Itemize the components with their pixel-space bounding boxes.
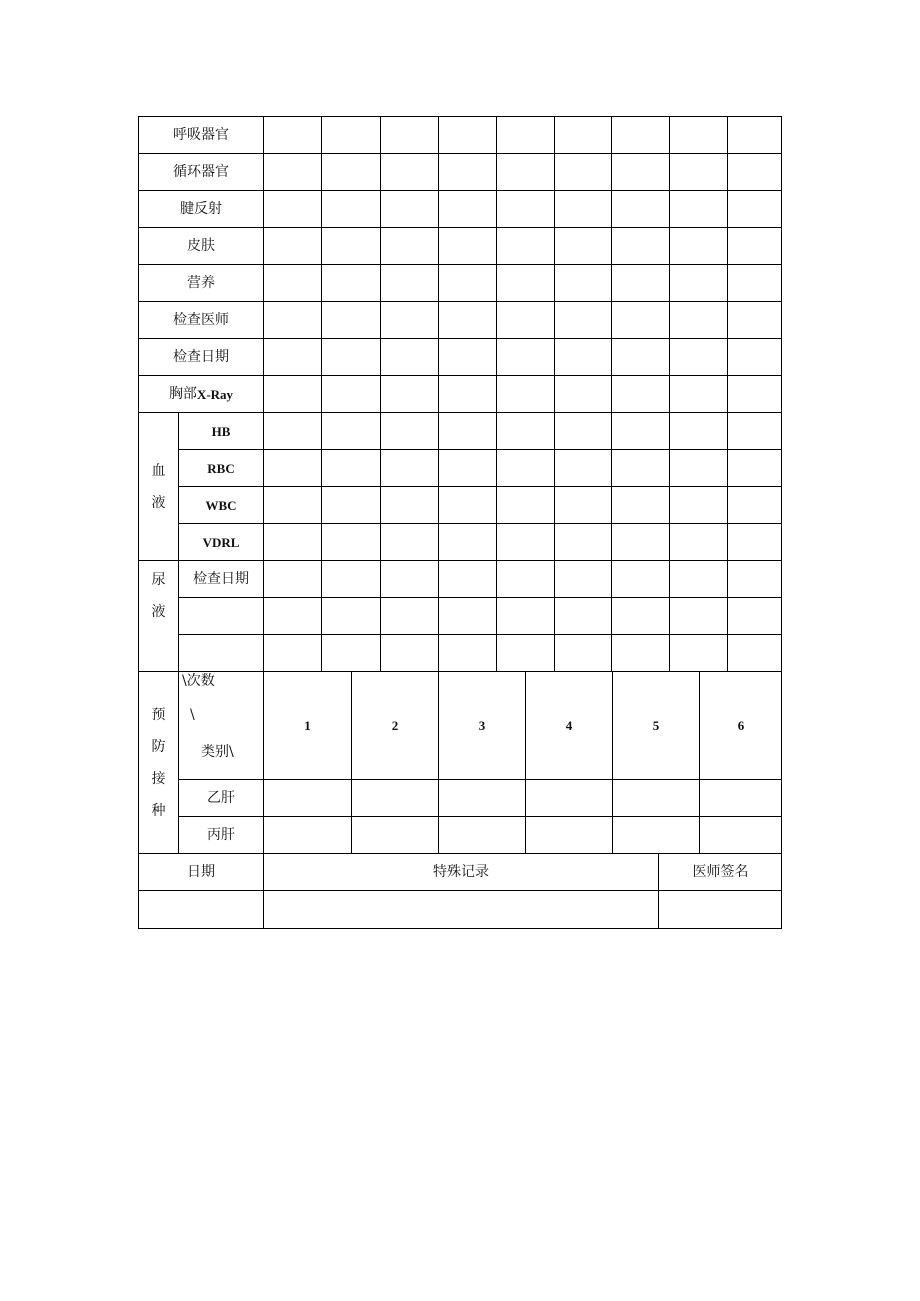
data-entry-cell[interactable] [497,413,555,450]
data-entry-cell[interactable] [264,302,322,339]
data-entry-cell[interactable] [670,302,728,339]
data-entry-cell[interactable] [264,635,322,672]
data-entry-cell[interactable] [728,524,782,561]
vaccine-type-label: 丙肝 [179,817,264,854]
data-entry-cell[interactable] [497,524,555,561]
dose-number: 6 [700,672,782,780]
footer-doctor-label: 医师签名 [659,854,782,891]
data-entry-cell[interactable] [670,635,728,672]
data-entry-cell[interactable] [728,635,782,672]
data-entry-cell[interactable] [497,191,555,228]
urine-char: 液 [151,604,166,620]
data-entry-cell[interactable] [439,561,497,598]
footer-doctor-input[interactable] [659,891,782,928]
data-entry-cell[interactable] [728,228,782,265]
vaccination-entry-cell[interactable] [613,817,700,854]
data-entry-cell[interactable] [555,413,612,450]
data-entry-cell[interactable] [264,561,322,598]
blood-test-label: RBC [179,450,264,487]
urine-test-label[interactable] [179,635,264,672]
vaccination-char: 防 [151,738,166,755]
data-entry-cell[interactable] [555,487,612,524]
data-entry-cell[interactable] [670,191,728,228]
data-entry-cell[interactable] [439,524,497,561]
data-entry-cell[interactable] [322,524,381,561]
data-entry-cell[interactable] [555,228,612,265]
data-entry-cell[interactable] [728,154,782,191]
data-entry-cell[interactable] [264,265,322,302]
data-entry-cell[interactable] [322,302,381,339]
dose-type-header-bottom: 类别\ [201,744,234,760]
row-label: 循环器官 [139,154,264,191]
data-entry-cell[interactable] [322,265,381,302]
data-entry-cell[interactable] [264,413,322,450]
vaccination-entry-cell[interactable] [264,780,352,817]
urine-test-label[interactable] [179,598,264,635]
data-entry-cell[interactable] [612,450,670,487]
data-entry-cell[interactable] [381,450,439,487]
data-entry-cell[interactable] [555,524,612,561]
data-entry-cell[interactable] [728,191,782,228]
data-entry-cell[interactable] [497,339,555,376]
data-entry-cell[interactable] [322,598,381,635]
data-entry-cell[interactable] [381,191,439,228]
vaccination-entry-cell[interactable] [439,817,526,854]
blood-test-label: VDRL [179,524,264,561]
data-entry-cell[interactable] [670,413,728,450]
data-entry-cell[interactable] [439,191,497,228]
data-entry-cell[interactable] [322,413,381,450]
vaccination-entry-cell[interactable] [352,780,439,817]
data-entry-cell[interactable] [497,561,555,598]
row-label: 检查日期 [139,339,264,376]
data-entry-cell[interactable] [322,228,381,265]
data-entry-cell[interactable] [264,450,322,487]
data-entry-cell[interactable] [264,228,322,265]
data-entry-cell[interactable] [612,487,670,524]
data-entry-cell[interactable] [555,450,612,487]
data-entry-cell[interactable] [670,598,728,635]
dose-number: 3 [439,672,526,780]
data-entry-cell[interactable] [439,376,497,413]
vaccine-type-label: 乙肝 [179,780,264,817]
data-entry-cell[interactable] [670,561,728,598]
data-entry-cell[interactable] [555,191,612,228]
data-entry-cell[interactable] [439,339,497,376]
vaccination-entry-cell[interactable] [700,817,782,854]
data-entry-cell[interactable] [322,154,381,191]
blood-char: 液 [151,494,166,511]
data-entry-cell[interactable] [497,228,555,265]
vaccination-entry-cell[interactable] [439,780,526,817]
data-entry-cell[interactable] [497,265,555,302]
data-entry-cell[interactable] [381,598,439,635]
data-entry-cell[interactable] [381,302,439,339]
dose-number: 2 [352,672,439,780]
chest-prefix: 胸部 [168,386,197,402]
data-entry-cell[interactable] [497,117,555,154]
vaccination-group-label [139,672,179,854]
data-entry-cell[interactable] [381,487,439,524]
data-entry-cell[interactable] [612,302,670,339]
data-entry-cell[interactable] [264,376,322,413]
data-entry-cell[interactable] [264,339,322,376]
data-entry-cell[interactable] [728,487,782,524]
urine-char: 尿 [151,572,166,588]
data-entry-cell[interactable] [322,561,381,598]
data-entry-cell[interactable] [612,339,670,376]
vaccination-entry-cell[interactable] [352,817,439,854]
data-entry-cell[interactable] [612,265,670,302]
data-entry-cell[interactable] [670,450,728,487]
data-entry-cell[interactable] [670,487,728,524]
row-label: 检查医师 [139,302,264,339]
dose-number: 5 [613,672,700,780]
data-entry-cell[interactable] [439,302,497,339]
urine-test-label: 检查日期 [179,561,264,598]
data-entry-cell[interactable] [555,117,612,154]
data-entry-cell[interactable] [555,302,612,339]
vaccination-char: 接 [151,770,166,787]
data-entry-cell[interactable] [728,413,782,450]
data-entry-cell[interactable] [439,487,497,524]
footer-record-label: 特殊记录 [264,854,659,891]
blood-test-label: HB [179,413,264,450]
data-entry-cell[interactable] [728,339,782,376]
footer-date-label: 日期 [139,854,264,891]
data-entry-cell[interactable] [264,487,322,524]
data-entry-cell[interactable] [381,117,439,154]
data-entry-cell[interactable] [381,154,439,191]
urine-group-label [139,561,179,672]
data-entry-cell[interactable] [555,635,612,672]
data-entry-cell[interactable] [264,154,322,191]
data-entry-cell[interactable] [728,302,782,339]
data-entry-cell[interactable] [728,265,782,302]
vaccination-entry-cell[interactable] [526,817,613,854]
dose-number: 4 [526,672,613,780]
data-entry-cell[interactable] [612,524,670,561]
vaccination-entry-cell[interactable] [613,780,700,817]
data-entry-cell[interactable] [322,117,381,154]
data-entry-cell[interactable] [264,524,322,561]
data-entry-cell[interactable] [381,265,439,302]
data-entry-cell[interactable] [612,598,670,635]
vaccination-char: 种 [151,802,166,819]
data-entry-cell[interactable] [497,487,555,524]
data-entry-cell[interactable] [264,117,322,154]
data-entry-cell[interactable] [555,154,612,191]
data-entry-cell[interactable] [670,339,728,376]
data-entry-cell[interactable] [555,376,612,413]
data-entry-cell[interactable] [670,117,728,154]
data-entry-cell[interactable] [322,635,381,672]
row-label: 腱反射 [139,191,264,228]
data-entry-cell[interactable] [381,228,439,265]
chest-suffix: X-Ray [196,386,234,402]
data-entry-cell[interactable] [555,598,612,635]
data-entry-cell[interactable] [439,413,497,450]
data-entry-cell[interactable] [612,191,670,228]
dose-number: 1 [264,672,352,780]
data-entry-cell[interactable] [670,265,728,302]
data-entry-cell[interactable] [381,413,439,450]
data-entry-cell[interactable] [555,265,612,302]
footer-record-input[interactable] [264,891,659,928]
data-entry-cell[interactable] [612,561,670,598]
data-entry-cell[interactable] [612,154,670,191]
row-label: 营养 [139,265,264,302]
data-entry-cell[interactable] [264,191,322,228]
data-entry-cell[interactable] [497,450,555,487]
data-entry-cell[interactable] [381,561,439,598]
data-entry-cell[interactable] [555,561,612,598]
data-entry-cell[interactable] [322,487,381,524]
row-label: 皮肤 [139,228,264,265]
data-entry-cell[interactable] [612,376,670,413]
vaccination-entry-cell[interactable] [526,780,613,817]
data-entry-cell[interactable] [612,228,670,265]
data-entry-cell[interactable] [322,191,381,228]
data-entry-cell[interactable] [439,265,497,302]
footer-date-input[interactable] [139,891,264,928]
blood-group-label [139,413,179,561]
data-entry-cell[interactable] [670,524,728,561]
data-entry-cell[interactable] [381,635,439,672]
data-entry-cell[interactable] [439,635,497,672]
data-entry-cell[interactable] [264,598,322,635]
blood-char: 血 [151,462,166,479]
data-entry-cell[interactable] [497,635,555,672]
data-entry-cell[interactable] [612,635,670,672]
data-entry-cell[interactable] [670,154,728,191]
data-entry-cell[interactable] [612,413,670,450]
data-entry-cell[interactable] [728,117,782,154]
data-entry-cell[interactable] [497,376,555,413]
medical-exam-form [138,116,782,929]
vaccination-char: 预 [151,706,166,723]
chest-xray-label [139,376,264,413]
dose-type-header-top: \次数 [182,673,215,689]
data-entry-cell[interactable] [612,117,670,154]
data-entry-cell[interactable] [439,228,497,265]
data-entry-cell[interactable] [322,450,381,487]
data-entry-cell[interactable] [497,154,555,191]
vaccination-entry-cell[interactable] [264,817,352,854]
data-entry-cell[interactable] [728,598,782,635]
data-entry-cell[interactable] [728,376,782,413]
data-entry-cell[interactable] [728,561,782,598]
dose-type-header [179,672,264,780]
data-entry-cell[interactable] [439,154,497,191]
data-entry-cell[interactable] [439,450,497,487]
data-entry-cell[interactable] [728,450,782,487]
vaccination-entry-cell[interactable] [700,780,782,817]
data-entry-cell[interactable] [555,339,612,376]
data-entry-cell[interactable] [439,598,497,635]
data-entry-cell[interactable] [381,524,439,561]
dose-type-header-mid: \ [190,707,195,723]
row-label: 呼吸器官 [139,117,264,154]
data-entry-cell[interactable] [497,302,555,339]
blood-test-label: WBC [179,487,264,524]
data-entry-cell[interactable] [322,339,381,376]
data-entry-cell[interactable] [381,376,439,413]
data-entry-cell[interactable] [670,228,728,265]
data-entry-cell[interactable] [497,598,555,635]
data-entry-cell[interactable] [439,117,497,154]
data-entry-cell[interactable] [381,339,439,376]
data-entry-cell[interactable] [322,376,381,413]
data-entry-cell[interactable] [670,376,728,413]
